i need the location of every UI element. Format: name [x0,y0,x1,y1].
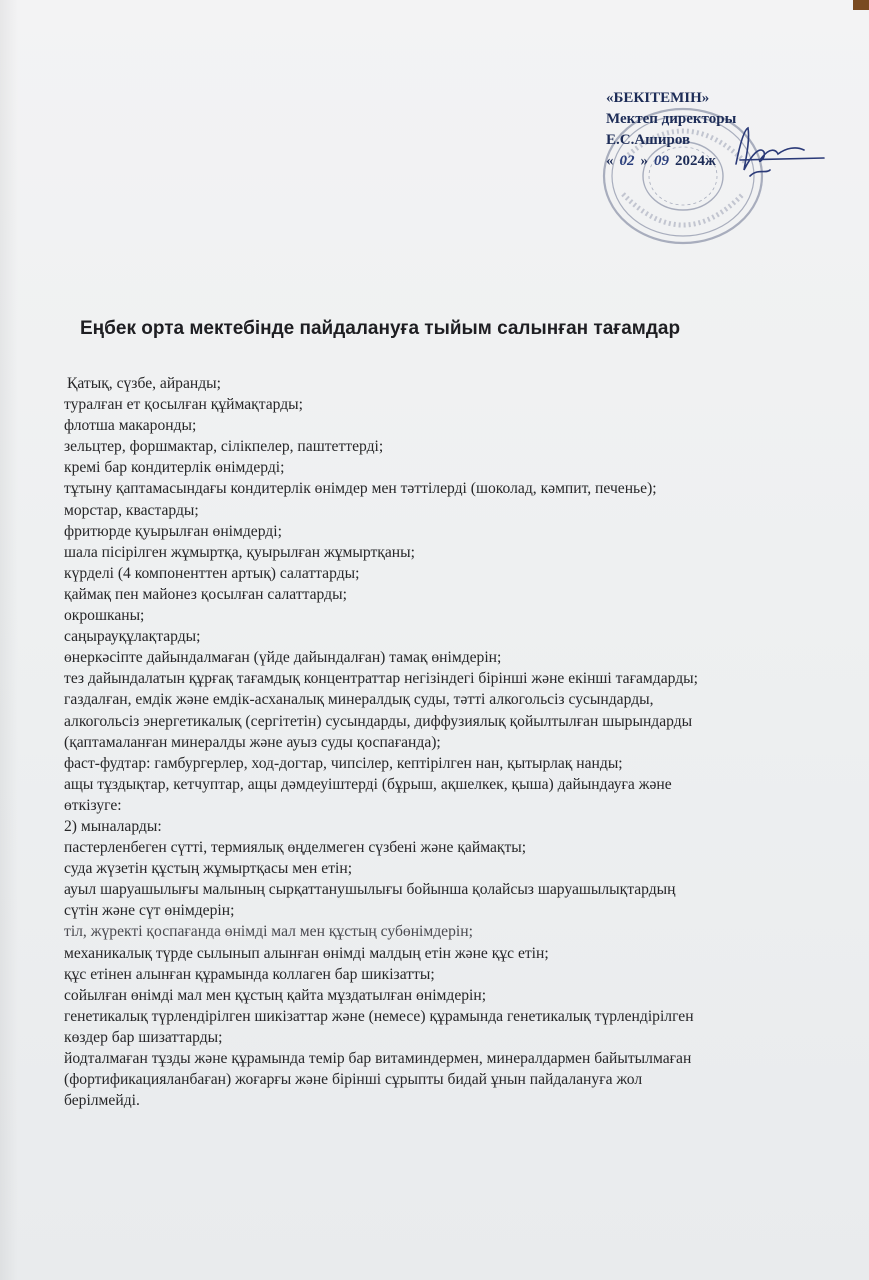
body-line: йодталмаған тұзды және құрамында темір бар витаминдермен, минералдармен байытылмаған [64,1050,692,1067]
body-line: пастерленбеген сүтті, термиялық өңделмеген сүзбені және қаймақты; [64,839,527,857]
corner-mark [853,0,869,10]
body-line: генетикалық түрлендірілген шикізаттар және (немесе) құрамында генетикалық түрлендірілген [64,1007,694,1025]
body-line: механикалық түрде сылынып алынған өнімді малдың етін және құс етін; [64,944,549,962]
body-line: газдалған, емдік және емдік-асханалық минералдық суды, тәтті алкогольсіз сусындарды, [64,691,654,709]
body-line: окрошканы; [64,607,145,625]
paper-shadow [0,0,18,1280]
body-line: туралған ет қосылған құймақтарды; [64,396,303,414]
body-line: қаймақ пен майонез қосылған салаттарды; [64,585,347,603]
body-line: Қатық, сүзбе, айранды; [67,375,221,392]
body-line: берілмейді. [64,1092,140,1110]
body-line: күрделі (4 компоненттен артық) салаттарды; [64,564,360,582]
body-line: зельцтер, форшмактар, сілікпелер, паштеттерді; [64,438,384,456]
body-line: көздер бар шизаттарды; [64,1028,223,1046]
approval-date-month: 09 [654,153,669,169]
body-line: 2) мыналарды: [64,817,162,835]
body-line: шала пісірілген жұмыртқа, қуырылған жұмыртқаны; [64,543,415,561]
approval-position: Мектеп директоры [606,111,737,127]
body-line: сүтін және сүт өнімдерін; [64,902,235,920]
body-line: тез дайындалатын құрғақ тағамдық концентраттар негізіндегі бірінші және екінші тағамдарды; [64,670,698,688]
approval-heading: «БЕКІТЕМІН» [606,90,710,106]
body-line: ащы тұздықтар, кетчуптар, ащы дәмдеуіштерді (бұрыш, ақшелкек, қыша) дайындауға және [64,775,672,793]
body-line: ауыл шаруашылығы малының сырқаттанушылығы бойынша қолайсыз шаруашылықтардың [64,881,676,899]
body-line: кремі бар кондитерлік өнімдерді; [64,459,285,477]
body-line: сойылған өнімді мал мен құстың қайта мұздатылған өнімдерін; [64,986,487,1004]
body-line: фритюрде қуырылған өнімдерді; [64,522,282,540]
body-line: флотша макаронды; [64,417,197,435]
document-body [64,373,824,1111]
body-line: тіл, жүректі қоспағанда өнімді мал мен құстың субөнімдерін; [64,923,473,941]
body-line: фаст-фудтар: гамбургерлер, ход-догтар, чипсілер, кептірілген нан, қытырлақ нанды; [64,754,623,772]
body-line: (қаптамаланған минералды және ауыз суды қоспағанда); [64,733,441,751]
body-line: алкогольсіз энергетикалық (сергітетін) сусындарды, диффузиялық қойылтылған шырындарды [64,712,693,730]
body-line: морстар, квастарды; [64,501,199,519]
approval-date: « 02 » 09 2024ж [606,151,836,172]
approval-name: Е.С.Аширов [606,132,691,148]
body-line: суда жүзетін құстың жұмыртқасы мен етін; [64,860,353,878]
approval-date-year: 2024ж [675,153,716,169]
body-line: құс етінен алынған құрамында коллаген бар шикізатты; [64,965,435,983]
body-line: өткізуге: [64,796,122,814]
body-line: (фортификацияланбаған) жоғарғы және бірінші сұрыпты бидай ұнын пайдалануға жол [64,1071,643,1089]
document-title: Еңбек орта мектебінде пайдалануға тыйым салынған тағамдар [80,318,681,339]
approval-block [606,88,836,172]
body-line: өнеркәсіпте дайындалмаған (үйде дайындалған) тамақ өнімдерін; [64,649,502,667]
approval-date-day: 02 [619,153,635,169]
body-line: саңырауқұлақтарды; [64,628,201,646]
body-line: тұтыну қаптамасындағы кондитерлік өнімдер мен тәттілерді (шоколад, кәмпит, печенье); [64,480,657,498]
